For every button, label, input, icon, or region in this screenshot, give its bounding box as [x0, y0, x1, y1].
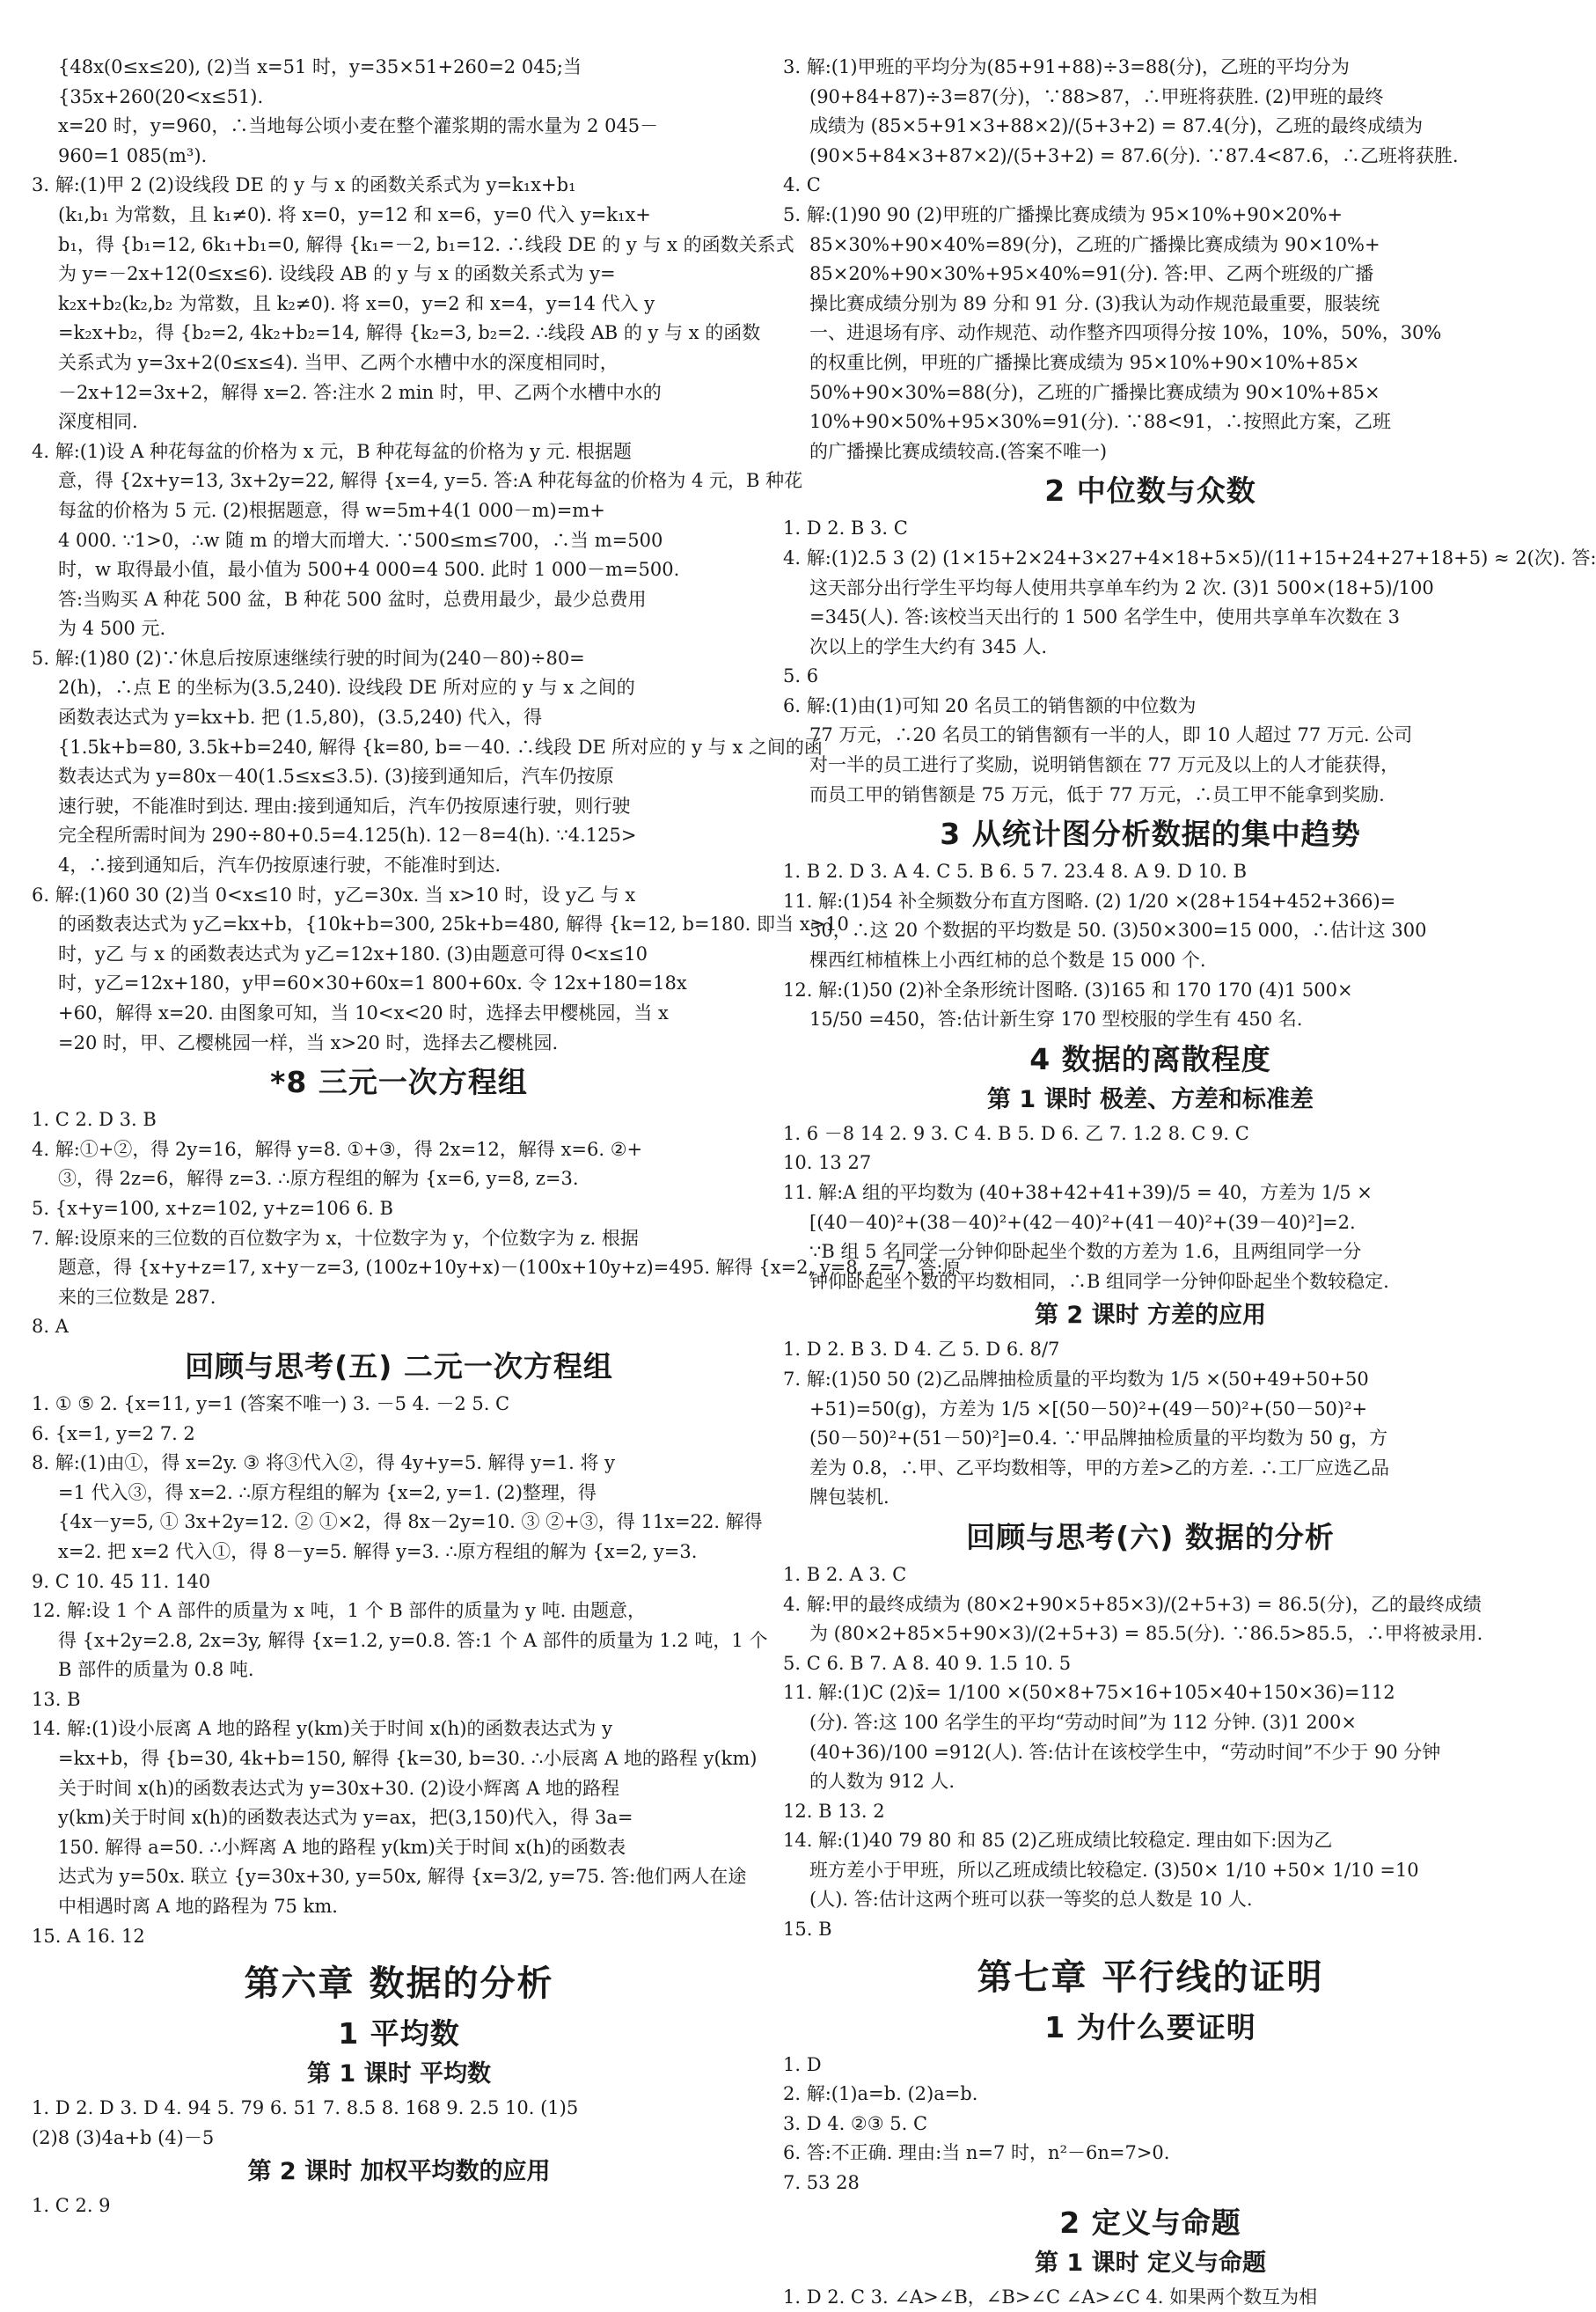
- answer-line: =1 代入③，得 x=2. ∴原方程组的解为 {x=2, y=1. (2)整理，得: [58, 1481, 597, 1503]
- answer-line: =kx+b，得 {b=30, 4k+b=150, 解得 {k=30, b=30. ∴小辰离 A 地的路程 y(km): [58, 1748, 758, 1770]
- answer-line: 9. C 10. 45 11. 140: [32, 1570, 211, 1592]
- answer-line: 函数表达式为 y=kx+b. 把 (1.5,80)，(3.5,240) 代入，得: [58, 707, 543, 729]
- answer-line: +51)=50(g)，方差为 1/5 ×[(50－50)²+(49－50)²+(50－50)²+: [809, 1398, 1368, 1420]
- answer-line: {35x+260(20<x≤51).: [58, 85, 264, 107]
- section-heading: *8 三元一次方程组: [270, 1065, 528, 1100]
- answer-line: 牌包装机.: [809, 1486, 890, 1508]
- answer-line: {1.5k+b=80, 3.5k+b=240, 解得 {k=80, b=－40. ∴线段 DE 所对应的 y 与 x 之间的函: [58, 736, 823, 758]
- answer-line: 3. 解:(1)甲班的平均分为(85+91+88)÷3=88(分)，乙班的平均分为: [783, 56, 1350, 77]
- answer-line: 960=1 085(m³).: [58, 144, 208, 166]
- answer-line: =20 时，甲、乙樱桃园一样，当 x>20 时，选择去乙樱桃园.: [58, 1031, 559, 1053]
- answer-line: (90+84+87)÷3=87(分)，∵88>87，∴甲班将获胜. (2)甲班的最终: [809, 85, 1384, 107]
- answer-line: 1. D 2. C 3. ∠A>∠B，∠B>∠C ∠A>∠C 4. 如果两个数互为相: [783, 2286, 1318, 2308]
- answer-line: (2)8 (3)4a+b (4)－5: [32, 2126, 215, 2148]
- section-heading: 2 定义与命题: [1059, 2205, 1241, 2240]
- answer-line: 差为 0.8，∴甲、乙平均数相等，甲的方差>乙的方差. ∴工厂应选乙品: [809, 1457, 1390, 1479]
- answer-line: ∵B 组 5 名同学一分钟仰卧起坐个数的方差为 1.6，且两组同学一分: [809, 1241, 1362, 1263]
- answer-line: 4，∴接到通知后，汽车仍按原速行驶，不能准时到达.: [58, 855, 501, 877]
- answer-line: 4. 解:①+②，得 2y=16，解得 y=8. ①+③，得 2x=12，解得 x=6. ②+: [32, 1138, 643, 1160]
- answer-line: (40+36)/100 =912(人). 答:估计在该校学生中，“劳动时间”不少于 90 分钟: [809, 1741, 1441, 1763]
- answer-line: 8. 解:(1)由①，得 x=2y. ③ 将③代入②，得 4y+y=5. 解得 y=1. 将 y: [32, 1452, 615, 1474]
- answer-line: 操比赛成绩分别为 89 分和 91 分. (3)我认为动作规范最重要，服装统: [809, 292, 1380, 314]
- answer-line: 2. 解:(1)a=b. (2)a=b.: [783, 2083, 978, 2105]
- answer-line: 6. 答:不正确. 理由:当 n=7 时，n²－6n=7>0.: [783, 2142, 1170, 2164]
- answer-line: 15/50 =450，答:估计新生穿 170 型校服的学生有 450 名.: [809, 1009, 1303, 1031]
- answer-line: 14. 解:(1)设小辰离 A 地的路程 y(km)关于时间 x(h)的函数表达式为 y: [32, 1718, 612, 1740]
- lesson-heading: 第 1 课时 定义与命题: [1035, 2249, 1266, 2277]
- answer-line: 次以上的学生大约有 345 人.: [809, 635, 1048, 657]
- answer-line: =345(人). 答:该校当天出行的 1 500 名学生中，使用共享单车次数在 3: [809, 606, 1400, 628]
- answer-line: [(40－40)²+(38－40)²+(42－40)²+(41－40)²+(39－40)²]=2.: [809, 1211, 1356, 1233]
- answer-line: 班方差小于甲班，所以乙班成绩比较稳定. (3)50× 1/10 +50× 1/10 =10: [809, 1859, 1419, 1881]
- answer-line: {48x(0≤x≤20), (2)当 x=51 时，y=35×51+260=2 045;当: [58, 56, 582, 77]
- answer-line: 1. B 2. D 3. A 4. C 5. B 6. 5 7. 23.4 8. A 9. D 10. B: [783, 861, 1248, 883]
- answer-line: 11. 解:(1)54 补全频数分布直方图略. (2) 1/20 ×(28+154+452+366)=: [783, 890, 1396, 912]
- answer-line: 答:当购买 A 种花 500 盆，B 种花 500 盆时，总费用最少，最少总费用: [58, 588, 647, 610]
- answer-line: 4 000. ∵1>0，∴w 随 m 的增大而增大. ∵500≤m≤700，∴当 m=500: [58, 529, 663, 551]
- answer-line: 6. {x=1, y=2 7. 2: [32, 1422, 195, 1444]
- answer-line: 7. 解:(1)50 50 (2)乙品牌抽检质量的平均数为 1/5 ×(50+49+50+50: [783, 1368, 1369, 1390]
- lesson-heading: 第 1 课时 极差、方差和标准差: [987, 1085, 1314, 1113]
- answer-line: 成绩为 (85×5+91×3+88×2)/(5+3+2) = 87.4(分)，乙班的最终成绩为: [809, 115, 1424, 137]
- answer-line: 13. B: [32, 1688, 81, 1710]
- answer-line: 时，y乙=12x+180，y甲=60×30+60x=1 800+60x. 令 12x+180=18x: [58, 973, 687, 995]
- answer-line: 关于时间 x(h)的函数表达式为 y=30x+30. (2)设小辉离 A 地的路程: [58, 1777, 620, 1799]
- answer-line: (分). 答:这 100 名学生的平均“劳动时间”为 112 分钟. (3)1 200×: [809, 1711, 1357, 1733]
- section-heading: 1 平均数: [338, 2016, 460, 2051]
- answer-line: 1. C 2. D 3. B: [32, 1109, 157, 1131]
- answer-line: 关系式为 y=3x+2(0≤x≤4). 当甲、乙两个水槽中水的深度相同时，: [58, 351, 619, 373]
- answer-line: (90×5+84×3+87×2)/(5+3+2) = 87.6(分). ∵87.4<87.6，∴乙班将获胜.: [809, 144, 1459, 166]
- answer-line: 3. D 4. ②③ 5. C: [783, 2112, 928, 2134]
- right-column: [783, 53, 1596, 2308]
- answer-line: 数表达式为 y=80x－40(1.5≤x≤3.5). (3)接到通知后，汽车仍按原: [58, 766, 614, 788]
- answer-line: 6. 解:(1)60 30 (2)当 0<x≤10 时，y乙=30x. 当 x>10 时，设 y乙 与 x: [32, 884, 636, 906]
- section-heading: 回顾与思考(五) 二元一次方程组: [185, 1348, 613, 1384]
- chapter-heading: 第六章 数据的分析: [244, 1963, 554, 2005]
- answer-line: x=20 时，y=960，∴当地每公顷小麦在整个灌浆期的需水量为 2 045－: [58, 115, 659, 137]
- answer-line: 速行驶，不能准时到达. 理由:接到通知后，汽车仍按原速行驶，则行驶: [58, 795, 631, 817]
- answer-line: 85×30%+90×40%=89(分)，乙班的广播操比赛成绩为 90×10%+: [809, 233, 1380, 255]
- answer-line: 15. B: [783, 1919, 832, 1941]
- lesson-heading: 第 2 课时 加权平均数的应用: [247, 2158, 551, 2186]
- answer-line: 来的三位数是 287.: [58, 1286, 216, 1308]
- answer-line: 对一半的员工进行了奖励，说明销售额在 77 万元及以上的人才能获得，: [809, 754, 1400, 776]
- answer-line: 150. 解得 a=50. ∴小辉离 A 地的路程 y(km)关于时间 x(h)的函数表: [58, 1836, 626, 1858]
- answer-line: 1. ① ⑤ 2. {x=11, y=1 (答案不唯一) 3. －5 4. －2 5. C: [32, 1392, 510, 1414]
- answer-line: 的函数表达式为 y乙=kx+b，{10k+b=300, 25k+b=480, 解得 {k=12, b=180. 即当 x>10: [58, 914, 849, 936]
- answer-line: 5. {x+y=100, x+z=102, y+z=106 6. B: [32, 1197, 393, 1219]
- answer-line: {4x－y=5, ① 3x+2y=12. ② ①×2，得 8x－2y=10. ③ ②+③，得 11x=22. 解得: [58, 1511, 763, 1533]
- answer-line: 8. A: [32, 1316, 69, 1338]
- answer-line: 达式为 y=50x. 联立 {y=30x+30, y=50x, 解得 {x=3/2, y=75. 答:他们两人在途: [58, 1866, 747, 1888]
- answer-line: 11. 解:A 组的平均数为 (40+38+42+41+39)/5 = 40，方差为 1/5 ×: [783, 1182, 1373, 1203]
- answer-line: 1. B 2. A 3. C: [783, 1563, 907, 1585]
- answer-line: －2x+12=3x+2，解得 x=2. 答:注水 2 min 时，甲、乙两个水槽中水的: [58, 381, 662, 403]
- answer-line: 4. C: [783, 174, 821, 196]
- answer-line: 棵西红柿植株上小西红柿的总个数是 15 000 个.: [809, 950, 1206, 972]
- answer-line: 5. 6: [783, 665, 819, 687]
- answer-line: 7. 53 28: [783, 2172, 860, 2194]
- answer-line: 深度相同.: [58, 411, 138, 433]
- answer-line: ③，得 2z=6，解得 z=3. ∴原方程组的解为 {x=6, y=8, z=3.: [58, 1168, 579, 1190]
- section-heading: 回顾与思考(六) 数据的分析: [966, 1519, 1335, 1554]
- answer-line: 12. 解:设 1 个 A 部件的质量为 x 吨，1 个 B 部件的质量为 y 吨. 由题意，: [32, 1600, 646, 1622]
- answer-line: 的权重比例，甲班的广播操比赛成绩为 95×10%+90×10%+85×: [809, 351, 1360, 373]
- answer-line: 的人数为 912 人.: [809, 1771, 955, 1793]
- answer-line: 时，y乙 与 x 的函数表达式为 y乙=12x+180. (3)由题意可得 0<x≤10: [58, 943, 648, 965]
- answer-line: 得 {x+2y=2.8, 2x=3y, 解得 {x=1.2, y=0.8. 答:1 个 A 部件的质量为 1.2 吨，1 个: [58, 1629, 768, 1651]
- lesson-heading: 第 2 课时 方差的应用: [1035, 1302, 1266, 1330]
- answer-line: 4. 解:甲的最终成绩为 (80×2+90×5+85×3)/(2+5+3) = 86.5(分)，乙的最终成绩: [783, 1593, 1482, 1615]
- answer-line: 10%+90×50%+95×30%=91(分). ∵88<91，∴按照此方案，乙班: [809, 411, 1391, 433]
- answer-line: 50%+90×30%=88(分)，乙班的广播操比赛成绩为 90×10%+85×: [809, 381, 1380, 403]
- answer-line: 4. 解:(1)设 A 种花每盆的价格为 x 元，B 种花每盆的价格为 y 元. 根据题: [32, 440, 632, 462]
- answer-line: 5. C 6. B 7. A 8. 40 9. 1.5 10. 5: [783, 1652, 1072, 1674]
- answer-line: 3. 解:(1)甲 2 (2)设线段 DE 的 y 与 x 的函数关系式为 y=k₁x+b₁: [32, 174, 576, 196]
- answer-line: 6. 解:(1)由(1)可知 20 名员工的销售额的中位数为: [783, 694, 1197, 716]
- section-heading: 2 中位数与众数: [1044, 473, 1256, 509]
- answer-line: k₂x+b₂(k₂,b₂ 为常数，且 k₂≠0). 将 x=0，y=2 和 x=4，y=14 代入 y: [58, 292, 655, 314]
- answer-line: 5. 解:(1)90 90 (2)甲班的广播操比赛成绩为 95×10%+90×20%+: [783, 203, 1343, 225]
- answer-line: 1. 6 －8 14 2. 9 3. C 4. B 5. D 6. 乙 7. 1.2 8. C 9. C: [783, 1122, 1249, 1144]
- answer-line: 时，w 取得最小值，最小值为 500+4 000=4 500. 此时 1 000－m=500.: [58, 559, 680, 581]
- answer-line: 为 (80×2+85×5+90×3)/(2+5+3) = 85.5(分). ∵86.5>85.5，∴甲将被录用.: [809, 1623, 1483, 1645]
- answer-line: x=2. 把 x=2 代入①，得 8－y=5. 解得 y=3. ∴原方程组的解为 {x=2, y=3.: [58, 1540, 698, 1562]
- answer-line: 每盆的价格为 5 元. (2)根据题意，得 w=5m+4(1 000－m)=m+: [58, 499, 605, 521]
- answer-line: 12. B 13. 2: [783, 1800, 885, 1822]
- section-heading: 1 为什么要证明: [1044, 2009, 1256, 2044]
- answer-line: 完全程所需时间为 290÷80+0.5=4.125(h). 12－8=4(h). ∵4.125>: [58, 825, 637, 847]
- answer-line: 7. 解:设原来的三位数的百位数字为 x，十位数字为 y，个位数字为 z. 根据: [32, 1227, 639, 1249]
- answer-line: 为 4 500 元.: [58, 618, 166, 640]
- answer-line: 1. D: [783, 2053, 822, 2075]
- answer-line: (k₁,b₁ 为常数，且 k₁≠0). 将 x=0，y=12 和 x=6，y=0 代入 y=k₁x+: [58, 203, 651, 225]
- answer-line: 1. C 2. 9: [32, 2195, 111, 2217]
- answer-line: b₁，得 {b₁=12, 6k₁+b₁=0, 解得 {k₁=－2, b₁=12. ∴线段 DE 的 y 与 x 的函数关系式: [58, 233, 794, 255]
- answer-line: 1. D 2. D 3. D 4. 94 5. 79 6. 51 7. 8.5 8. 168 9. 2.5 10. (1)5: [32, 2097, 579, 2119]
- answer-line: 50，∴这 20 个数据的平均数是 50. (3)50×300=15 000，∴估计这 300: [809, 920, 1427, 942]
- answer-line: 10. 13 27: [783, 1152, 872, 1174]
- answer-line: 2(h)，∴点 E 的坐标为(3.5,240). 设线段 DE 所对应的 y 与 x 之间的: [58, 677, 635, 699]
- answer-line: 意，得 {2x+y=13, 3x+2y=22, 解得 {x=4, y=5. 答:A 种花每盆的价格为 4 元，B 种花: [58, 470, 803, 492]
- answer-line: (人). 答:估计这两个班可以获一等奖的总人数是 10 人.: [809, 1889, 1253, 1911]
- answer-line: 77 万元，∴20 名员工的销售额有一半的人，即 10 人超过 77 万元. 公司: [809, 724, 1413, 746]
- answer-line: 14. 解:(1)40 79 80 和 85 (2)乙班成绩比较稳定. 理由如下:因为乙: [783, 1830, 1333, 1852]
- answer-line: 5. 解:(1)80 (2)∵休息后按原速继续行驶的时间为(240－80)÷80=: [32, 647, 585, 669]
- answer-line: 而员工甲的销售额是 75 万元，低于 77 万元，∴员工甲不能拿到奖励.: [809, 783, 1385, 805]
- answer-line: (50－50)²+(51－50)²]=0.4. ∵甲品牌抽检质量的平均数为 50 g，方: [809, 1428, 1388, 1450]
- chapter-heading: 第七章 平行线的证明: [977, 1956, 1324, 1998]
- answer-line: 钟仰卧起坐个数的平均数相同，∴B 组同学一分钟仰卧起坐个数较稳定.: [809, 1270, 1389, 1292]
- answer-line: 一、进退场有序、动作规范、动作整齐四项得分按 10%，10%，50%，30%: [809, 322, 1442, 344]
- answer-line: 1. D 2. B 3. D 4. 乙 5. D 6. 8/7: [783, 1339, 1060, 1361]
- answer-line: 11. 解:(1)C (2)x̄= 1/100 ×(50×8+75×16+105×40+150×36)=112: [783, 1682, 1395, 1704]
- answer-line: 中相遇时离 A 地的路程为 75 km.: [58, 1896, 338, 1918]
- section-heading: 4 数据的离散程度: [1029, 1041, 1271, 1076]
- answer-line: 为 y=－2x+12(0≤x≤6). 设线段 AB 的 y 与 x 的函数关系式为 y=: [58, 263, 616, 285]
- answer-line: 这天部分出行学生平均每人使用共享单车约为 2 次. (3)1 500×(18+5)/100: [809, 576, 1434, 598]
- answer-line: 的广播操比赛成绩较高.(答案不唯一): [809, 440, 1108, 462]
- answer-line: 12. 解:(1)50 (2)补全条形统计图略. (3)165 和 170 170 (4)1 500×: [783, 979, 1353, 1001]
- answer-line: 1. D 2. B 3. C: [783, 517, 908, 539]
- lesson-heading: 第 1 课时 平均数: [307, 2060, 491, 2088]
- section-heading: 3 从统计图分析数据的集中趋势: [940, 817, 1361, 852]
- answer-line: 4. 解:(1)2.5 3 (2) (1×15+2×24+3×27+4×18+5×5)/(11+15+24+27+18+5) ≈ 2(次). 答:: [783, 547, 1596, 569]
- answer-line: =k₂x+b₂，得 {b₂=2, 4k₂+b₂=14, 解得 {k₂=3, b₂=2. ∴线段 AB 的 y 与 x 的函数: [58, 322, 761, 344]
- answer-line: B 部件的质量为 0.8 吨.: [58, 1659, 254, 1681]
- answer-line: +60，解得 x=20. 由图象可知，当 10<x<20 时，选择去甲樱桃园，当 x: [58, 1002, 669, 1024]
- answer-line: y(km)关于时间 x(h)的函数表达式为 y=ax，把(3,150)代入，得 3a=: [58, 1807, 633, 1829]
- answer-line: 85×20%+90×30%+95×40%=91(分). 答:甲、乙两个班级的广播: [809, 263, 1374, 285]
- answer-line: 15. A 16. 12: [32, 1925, 145, 1947]
- answer-line: 题意，得 {x+y+z=17, x+y－z=3, (100z+10y+x)－(100x+10y+z)=495. 解得 {x=2, y=8, z=7. 答:原: [58, 1257, 962, 1279]
